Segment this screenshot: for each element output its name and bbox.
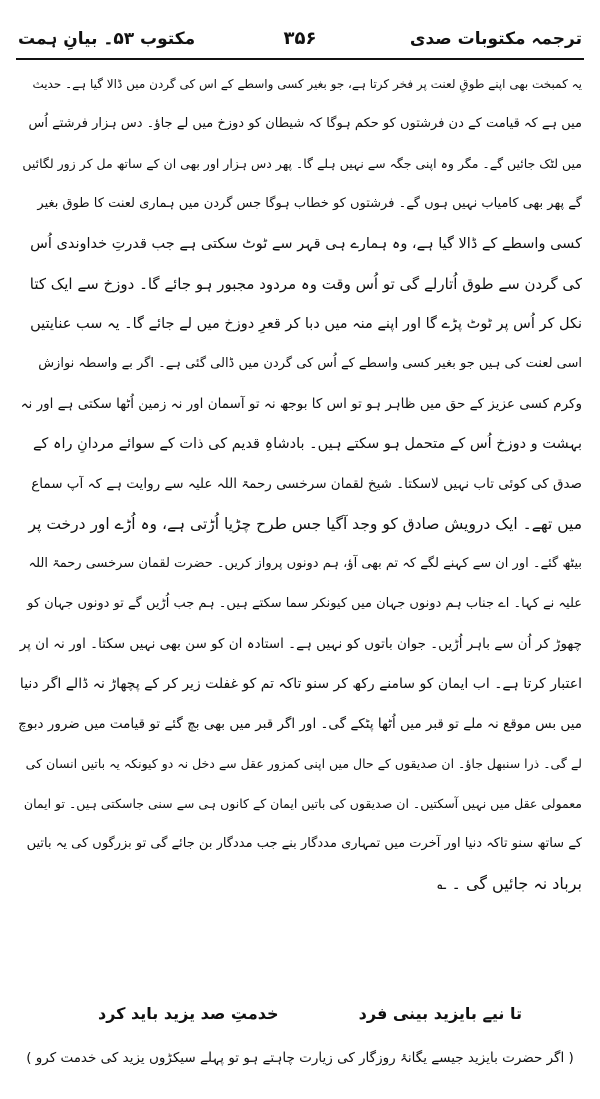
- text-line: میں تھے۔ ایک درویش صادق کو وجد آگیا جس طرح چڑیا اُڑتی ہے، وہ اُڑے اور درخت پر: [28, 515, 582, 533]
- text-line: معمولی عقل میں نہیں آسکتیں۔ ان صدیقوں کی باتیں ایمان کے کانوں ہی سے سنی جاسکتی ہیں۔ تو ایمان: [23, 796, 582, 811]
- text-line: صدق کی کوئی تاب نہیں لاسکتا۔ شیخ لقمان سرخسی رحمۃ اللہ علیہ سے روایت ہے کہ آپ سماع: [31, 476, 582, 492]
- text-line: میں ہے کہ قیامت کے دن فرشتوں کو حکم ہوگا کہ شیطان کو دوزخ میں لے جاؤ۔ دس ہزار فرشتے اُس: [28, 116, 582, 131]
- page-number: ۳۵۶: [283, 28, 317, 49]
- page-header: [18, 22, 582, 58]
- text-line: اعتبار کرتا ہے۔ اب ایمان کو سامنے رکھ کر سنو تاکہ تم کو غفلت زیر کر کے پچھاڑ نہ ڈالے اگر دنیا: [19, 676, 582, 692]
- text-line: وکرم کسی عزیز کے حق میں ظاہر ہو تو اس کا بوجھ نہ تو آسمان اور نہ زمین اُٹھا سکتی ہے اور نہ: [20, 396, 582, 412]
- text-line: بیٹھ گئے۔ اور ان سے کہنے لگے کہ تم بھی آؤ، ہم دونوں پرواز کریں۔ حضرت لقمان سرخسی رحمۃ اللہ: [28, 556, 582, 571]
- text-line: کی گردن سے طوق اُتارلے گی تو اُس وقت وہ مردود مجبور ہو جائے گا۔ دوزخ سے ایک کتا: [29, 275, 582, 293]
- text-line: کسی واسطے کے ڈالا گیا ہے، وہ ہمارے ہی قہر سے ٹوٹ سکتی ہے جب قدرتِ خداوندی اُس: [30, 236, 582, 252]
- letter-label: مکتوب ۵۳۔ بیانِ ہمت: [18, 29, 196, 49]
- couplet-translation: ( اگر حضرت بایزید جیسے یگانۂ روزگار کی زیارت چاہتے ہو تو پہلے سیکڑوں یزید کی خدمت کرو ): [26, 1050, 574, 1066]
- text-line: میں لٹک جائیں گے۔ مگر وہ اپنی جگہ سے نہیں ہلے گا۔ پھر دس ہزار اور بھی ان کے ساتھ مل کر زور لگائیں: [22, 156, 582, 171]
- couplet-first-hemistich: تا نیے بایزید بینی فرد: [358, 1004, 522, 1023]
- text-line: نکل کر اُس پر ٹوٹ پڑے گا اور اپنے منہ میں دبا کر قعرِ دوزخ میں لے جائے گا۔ یہ سب عنایتیں: [30, 316, 582, 332]
- book-title: ترجمہ مکتوبات صدی: [409, 29, 582, 49]
- text-line: گے پھر بھی کامیاب نہیں ہوں گے۔ فرشتوں کو خطاب ہوگا جس گردن میں ہماری لعنت کا طوق بغیر: [37, 196, 582, 211]
- text-line: کے ساتھ سنو تاکہ دنیا اور آخرت میں تمہاری مددگار بنے جب مددگار بن جائے گی تو بزرگوں کی یہ باتیں: [26, 836, 582, 851]
- text-line: اسی لعنت کی ہیں جو بغیر کسی واسطے کے اُس کی گردن میں ڈالی گئی ہے۔ اگر بے واسطہ نوازش: [38, 356, 582, 371]
- persian-couplet: [18, 1004, 582, 1034]
- body-text: [18, 64, 582, 904]
- header-rule: [16, 58, 584, 60]
- text-line: یہ کمبخت بھی اپنے طوقِ لعنت پر فخر کرتا ہے، جو بغیر کسی واسطے کے اس کی گردن میں ڈالا گیا ہے۔ حدیث: [32, 77, 582, 91]
- text-line: بہشت و دوزخ اُس کے متحمل ہو سکتے ہیں۔ بادشاہِ قدیم کی ذات کے سوائے مردانِ راہ کے: [32, 436, 582, 452]
- couplet-second-hemistich: خدمتِ صد یزید باید کرد: [98, 1004, 279, 1023]
- text-line: برباد نہ جائیں گی ۔ ؎: [437, 874, 582, 893]
- text-line: لے گی۔ ذرا سنبھل جاؤ۔ ان صدیقوں کے حال میں اپنی کمزور عقل سے دخل نہ دو کیونکہ یہ باتیں انسان کی: [25, 756, 582, 771]
- text-line: علیہ نے کہا۔ اے جناب ہم دونوں جہان میں کیونکر سما سکتے ہیں۔ ہم جب اُڑیں گے تو دونوں جہان کو: [27, 596, 582, 611]
- text-line: میں بس موقع نہ ملے تو قبر میں اُٹھا پٹکے گی۔ اور اگر قبر میں بھی بچ گئے تو قیامت میں ضرور دبوچ: [18, 716, 582, 732]
- text-line: چھوڑ کر اُن سے باہر اُڑیں۔ جوان باتوں کو نہیں ہے۔ استادہ ان کو سن بھی نہیں سکتا۔ اور نہ ان پر: [19, 636, 582, 652]
